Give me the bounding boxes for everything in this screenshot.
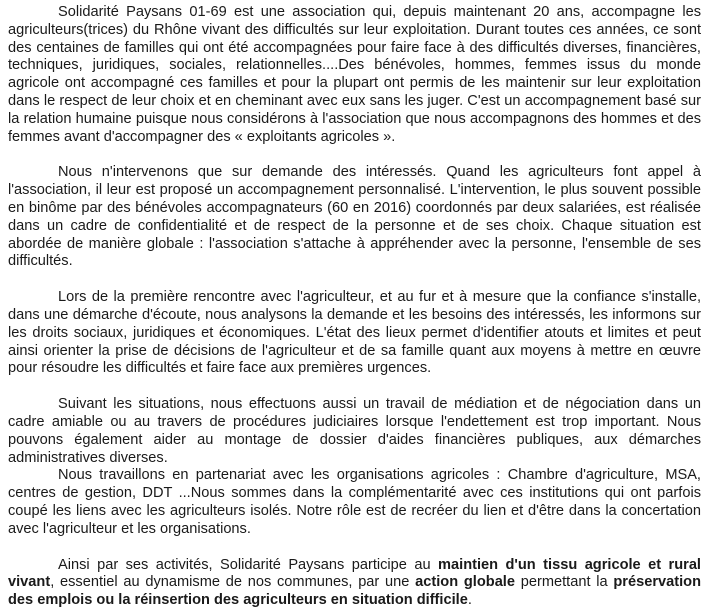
paragraph-text: Nous travaillons en partenariat avec les organisations agricoles : Chambre d'agriculture, MSA, centres de gestion, DDT ...Nous sommes dans la complémentarité avec ces institutions qui ont parfois coupé les liens avec les agriculteurs isolés. Notre rôle est de recréer du lien et d'être dans la concertation avec l'agriculteur et les organisations.	[8, 467, 701, 537]
paragraph-text: Lors de la première rencontre avec l'agriculteur, et au fur et à mesure que la confiance s'installe, dans une démarche d'écoute, nous analysons la demande et les besoins des intéressés, les informons sur les droits sociaux, juridiques et économiques. L'état des lieux permet d'identifier atouts et limites et peut ainsi orienter la prise de décisions de l'agriculteur et de sa famille quant aux moyens à mettre en œuvre pour résoudre les difficultés et faire face aux premières urgences.	[8, 289, 701, 377]
paragraph-text: Ainsi par ses activités, Solidarité Paysans participe au	[58, 556, 439, 573]
paragraph-emphasis: action globale	[415, 574, 515, 591]
paragraph-text: permettant la	[514, 574, 614, 591]
paragraph-conclusion	[8, 557, 701, 610]
paragraph-association-intro	[8, 4, 701, 146]
paragraph-first-meeting	[8, 289, 701, 378]
paragraph-partnership	[8, 467, 701, 538]
paragraph-intervention	[8, 164, 701, 271]
document-page	[8, 4, 701, 610]
paragraph-text: Nous n'intervenons que sur demande des intéressés. Quand les agriculteurs font appel à l'association, il leur est proposé un accompagnement personnalisé. L'intervention, le plus souvent possible en binôme par des bénévoles accompagnateurs (60 en 2016) coordonnés par deux salariées, est réalisée dans un cadre de confidentialité et de respect de la personne et de ses choix. Chaque situation est abordée de manière globale : l'association s'attache à appréhender avec la personne, l'ensemble de ses difficultés.	[8, 164, 701, 270]
paragraph-emphasis: maintien d'un tissu agricole et rural vivant	[8, 556, 701, 591]
paragraph-text: Solidarité Paysans 01-69 est une association qui, depuis maintenant 20 ans, accompagne les agriculteurs(trices) du Rhône vivant des difficultés sur leur exploitation. Durant toutes ces années, ce sont des centaines de familles qui ont été accompagnées pour faire face à des difficultés diverses, financières, techniques, juridiques, sociales, relationnelles....Des bénévoles, hommes, femmes issus du monde agricole ont accompagné ces familles et pour la plupart ont permis de les maintenir sur leur exploitation dans le respect de leur choix et en cheminant avec eux sans les juger. C'est un accompagnement basé sur la relation humaine puisque nous considérons à l'association que nous accompagnons des hommes et des femmes avant d'accompagner des « exploitants agricoles ».	[8, 4, 701, 145]
paragraph-text: , essentiel au dynamisme de nos communes, par une	[50, 574, 416, 591]
paragraph-text: Suivant les situations, nous effectuons aussi un travail de médiation et de négociation dans un cadre amiable ou au travers de procédures judiciaires lorsque l'endettement est trop important. Nous pouvons également aider au montage de dossier d'aides financières publiques, aux démarches administratives diverses.	[8, 396, 701, 466]
paragraph-emphasis: préservation des emplois ou la réinsertion des agriculteurs en situation difficile	[8, 574, 701, 609]
paragraph-mediation	[8, 396, 701, 467]
paragraph-text: .	[467, 592, 472, 609]
